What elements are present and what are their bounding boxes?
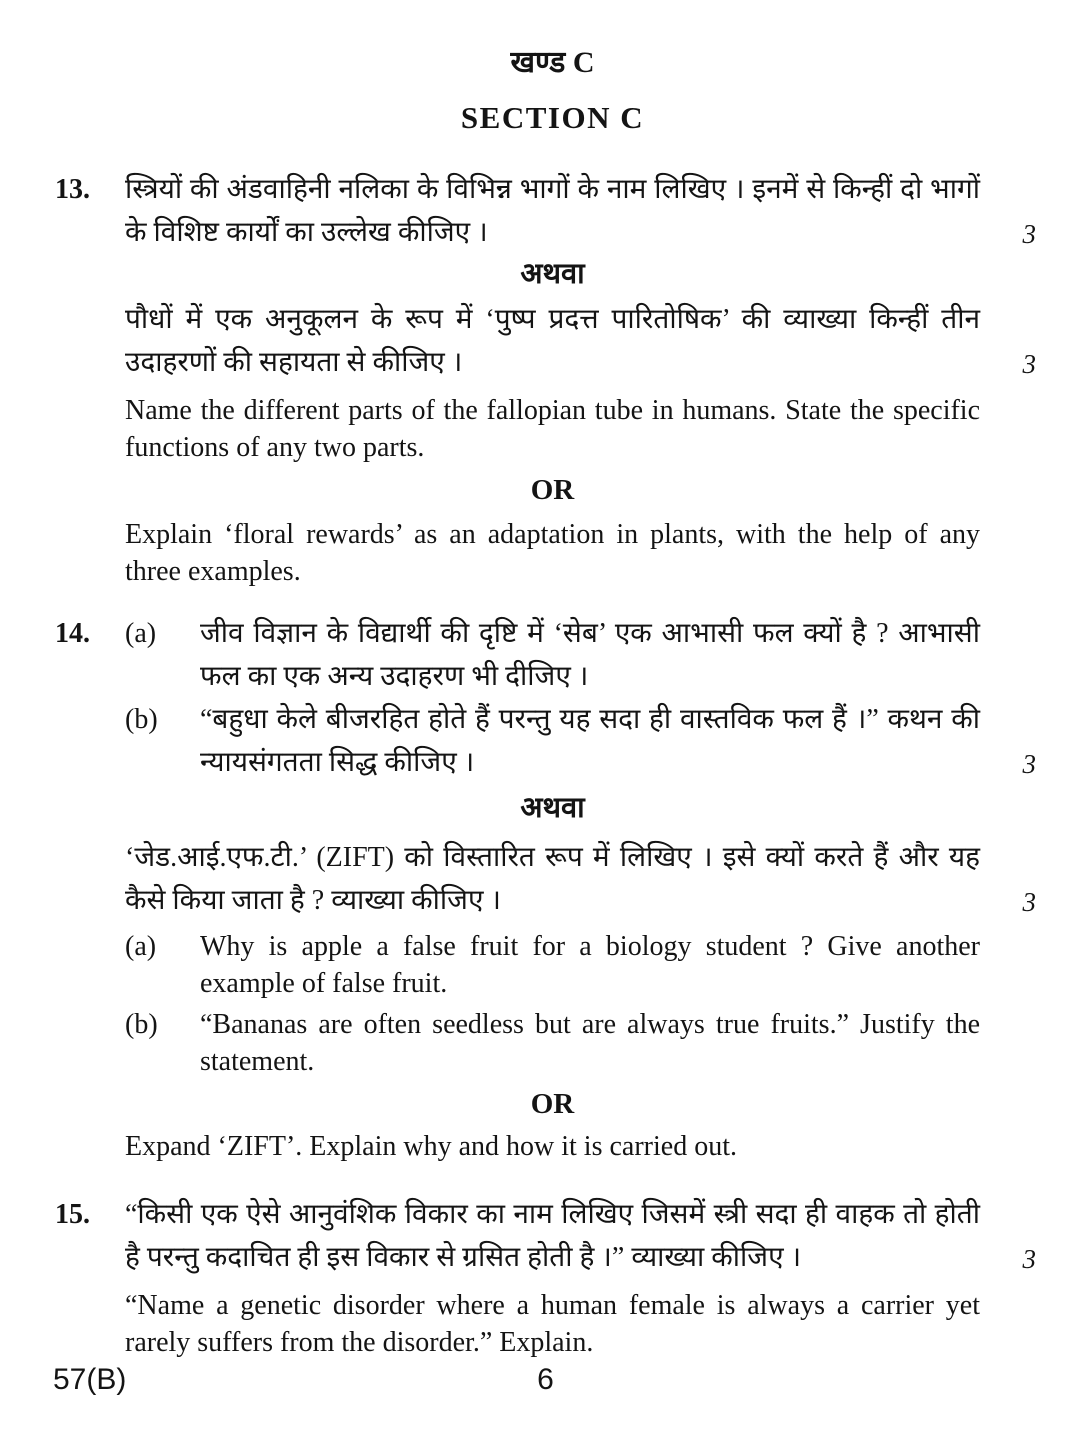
q14-hindi-alt bbox=[125, 836, 1036, 922]
q13-hindi-main-text: स्त्रियों की अंडवाहिनी नलिका के विभिन्न भागों के नाम लिखिए । इनमें से किन्हीं दो भागों के विशिष्ट कार्यों का उल्लेख कीजिए । bbox=[125, 174, 980, 248]
q13-marks-hindi-alt: 3 bbox=[1022, 349, 1036, 379]
q14-marks-hindi-alt: 3 bbox=[1022, 887, 1036, 917]
q14-part-a-hindi-text: जीव विज्ञान के विद्यार्थी की दृष्टि में ‘सेब’ एक आभासी फल क्यों है ? आभासी फल का एक अन्य उदाहरण भी दीजिए । bbox=[200, 618, 980, 692]
page-footer bbox=[0, 1363, 1091, 1397]
q14-part-a-label: (a) bbox=[125, 618, 157, 649]
q13-hindi-alt bbox=[125, 298, 1036, 384]
q14-part-a-english bbox=[125, 928, 980, 1002]
q13-hindi-alt-text: पौधों में एक अनुकूलन के रूप में ‘पुष्प प्रदत्त पारितोषिक’ की व्याख्या किन्हीं तीन उदाहरणों की सहायता से कीजिए । bbox=[125, 304, 980, 378]
q13-or-english: OR bbox=[530, 474, 575, 506]
q13-english-alt bbox=[125, 516, 980, 590]
q15-marks-hindi-main: 3 bbox=[1022, 1244, 1036, 1274]
page-number: 6 bbox=[537, 1363, 554, 1396]
q14-part-a-english-label: (a) bbox=[125, 931, 157, 962]
q14-english-alt-text: Expand ‘ZIFT’. Explain why and how it is carried out. bbox=[125, 1131, 737, 1162]
question-15 bbox=[55, 1193, 1036, 1361]
question-15-number: 15. bbox=[55, 1199, 90, 1230]
q14-or-hindi: अथवा bbox=[520, 792, 585, 824]
question-14-number: 14. bbox=[55, 618, 90, 649]
q14-hindi-alt-text: ‘जेड.आई.एफ.टी.’ (ZIFT) को विस्तारित रूप में लिखिए । इसे क्यों करते हैं और यह कैसे किया जाता है ? व्याख्या कीजिए । bbox=[125, 842, 980, 916]
q14-part-b-english-label: (b) bbox=[125, 1009, 158, 1040]
q13-english-main bbox=[125, 392, 980, 466]
q14-part-b-english-text: “Bananas are often seedless but are always true fruits.” Justify the statement. bbox=[200, 1009, 980, 1077]
q14-part-a-english-text: Why is apple a false fruit for a biology student ? Give another example of false fruit. bbox=[200, 931, 980, 999]
q15-english-main-text: “Name a genetic disorder where a human female is always a carrier yet rarely suffers from the disorder.” Explain. bbox=[125, 1290, 980, 1358]
q14-part-b-hindi bbox=[125, 698, 1036, 784]
q14-part-b-label: (b) bbox=[125, 704, 158, 735]
q15-hindi-main-text: “किसी एक ऐसे आनुवंशिक विकार का नाम लिखिए जिसमें स्त्री सदा ही वाहक तो होती है परन्तु कदाचित ही इस विकार से ग्रसित होती है ।” व्याख्या कीजिए । bbox=[125, 1199, 980, 1273]
q13-marks-hindi-main: 3 bbox=[1022, 219, 1036, 249]
q14-part-b-english bbox=[125, 1006, 980, 1080]
section-heading-english: SECTION C bbox=[460, 100, 645, 135]
q13-or-hindi: अथवा bbox=[520, 258, 585, 290]
q13-english-alt-text: Explain ‘floral rewards’ as an adaptation in plants, with the help of any three examples. bbox=[125, 519, 980, 587]
q14-english-alt bbox=[125, 1128, 980, 1165]
q14-or-english: OR bbox=[530, 1088, 575, 1120]
question-14 bbox=[55, 612, 1036, 1165]
question-13 bbox=[55, 168, 1036, 590]
q15-hindi-main bbox=[125, 1193, 1036, 1279]
q13-hindi-main bbox=[125, 168, 1036, 254]
q13-english-main-text: Name the different parts of the fallopian tube in humans. State the specific functions of any two parts. bbox=[125, 395, 980, 463]
q14-part-b-hindi-text: “बहुधा केले बीजरहित होते हैं परन्तु यह सदा ही वास्तविक फल हैं ।” कथन की न्यायसंगतता सिद्ध कीजिए । bbox=[200, 704, 980, 778]
q15-english-main bbox=[125, 1287, 980, 1361]
q14-part-a-hindi bbox=[125, 612, 980, 698]
question-13-number: 13. bbox=[55, 174, 90, 205]
q14-marks-hindi: 3 bbox=[1022, 749, 1036, 779]
section-heading-hindi: खण्ड C bbox=[510, 46, 595, 79]
paper-code: 57(B) bbox=[53, 1363, 127, 1396]
